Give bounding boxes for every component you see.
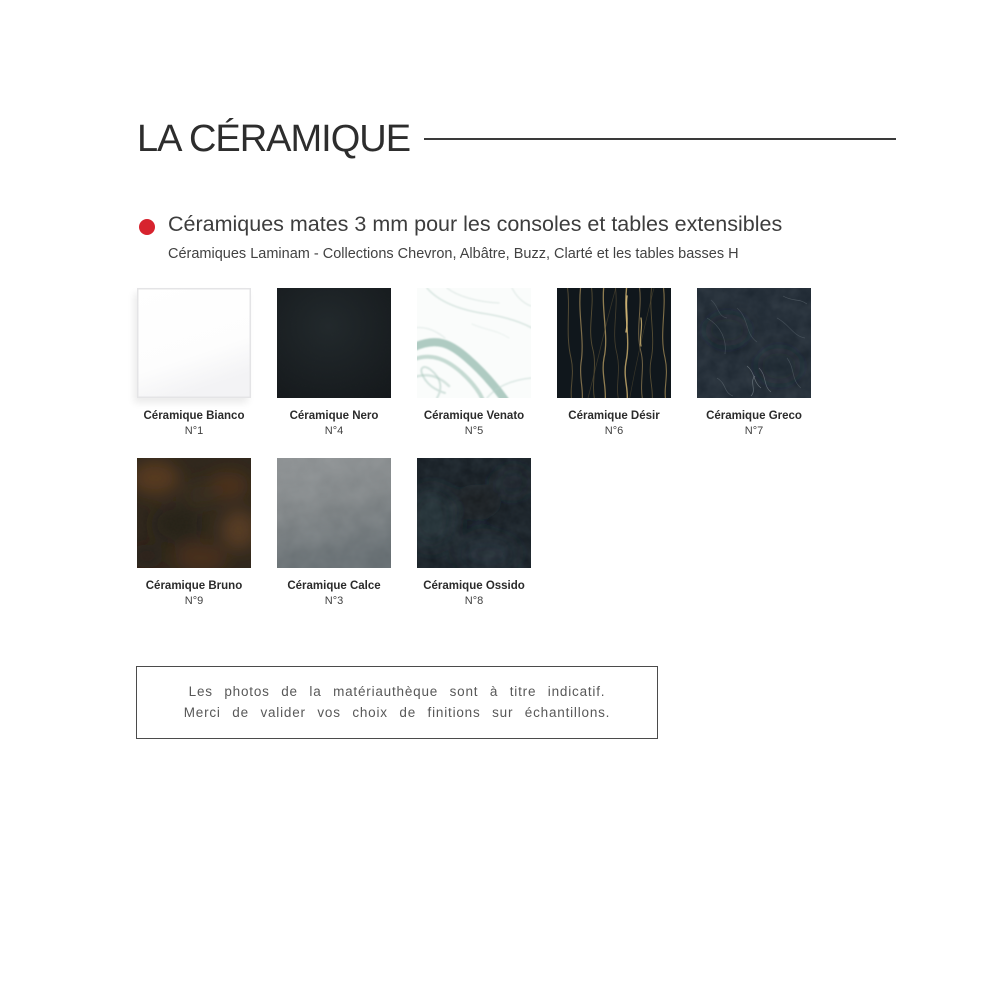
swatch-number: N°3 xyxy=(324,595,344,607)
page-title: LA CÉRAMIQUE xyxy=(137,118,411,160)
swatch-name: Céramique Greco xyxy=(706,410,802,422)
swatch-image-calce xyxy=(277,458,391,568)
swatch-name: Céramique Calce xyxy=(287,580,381,592)
swatch-card xyxy=(277,458,391,607)
swatch-number: N°5 xyxy=(464,425,484,437)
swatch-number: N°6 xyxy=(604,425,624,437)
section-heading: Céramiques mates 3 mm pour les consoles et tables extensibles xyxy=(168,212,783,236)
notice-box xyxy=(136,666,658,739)
swatch-image-desir xyxy=(557,288,671,398)
swatch-card xyxy=(697,288,811,437)
swatch-number: N°9 xyxy=(184,595,204,607)
swatch-row-1 xyxy=(137,288,811,437)
swatch-name: Céramique Désir xyxy=(568,410,660,422)
swatch-name: Céramique Bruno xyxy=(145,580,243,592)
swatch-card xyxy=(137,458,251,607)
swatch-name: Céramique Bianco xyxy=(143,410,245,422)
swatch-card xyxy=(417,288,531,437)
swatch-card xyxy=(137,288,251,437)
red-dot-icon xyxy=(139,219,155,235)
swatch-number: N°1 xyxy=(184,425,204,437)
swatch-number: N°4 xyxy=(324,425,344,437)
swatch-name: Céramique Ossido xyxy=(423,580,525,592)
swatch-card xyxy=(277,288,391,437)
swatch-card xyxy=(557,288,671,437)
swatch-name: Céramique Venato xyxy=(423,410,525,422)
swatch-image-nero xyxy=(277,288,391,398)
section-subheading: Céramiques Laminam - Collections Chevron, Albâtre, Buzz, Clarté et les tables basses H xyxy=(168,246,739,262)
swatch-image-venato xyxy=(417,288,531,398)
swatch-image-bruno xyxy=(137,458,251,568)
notice-line2: Merci de valider vos choix de finitions sur échantillons. xyxy=(183,705,611,720)
swatch-number: N°7 xyxy=(744,425,764,437)
swatch-name: Céramique Nero xyxy=(289,410,379,422)
swatch-row-2 xyxy=(137,458,531,607)
swatch-image-bianco xyxy=(137,288,251,398)
swatch-card xyxy=(417,458,531,607)
swatch-image-ossido xyxy=(417,458,531,568)
notice-line1: Les photos de la matériauthèque sont à titre indicatif. xyxy=(188,684,606,699)
swatch-number: N°8 xyxy=(464,595,484,607)
swatch-image-greco xyxy=(697,288,811,398)
title-rule xyxy=(424,138,896,140)
